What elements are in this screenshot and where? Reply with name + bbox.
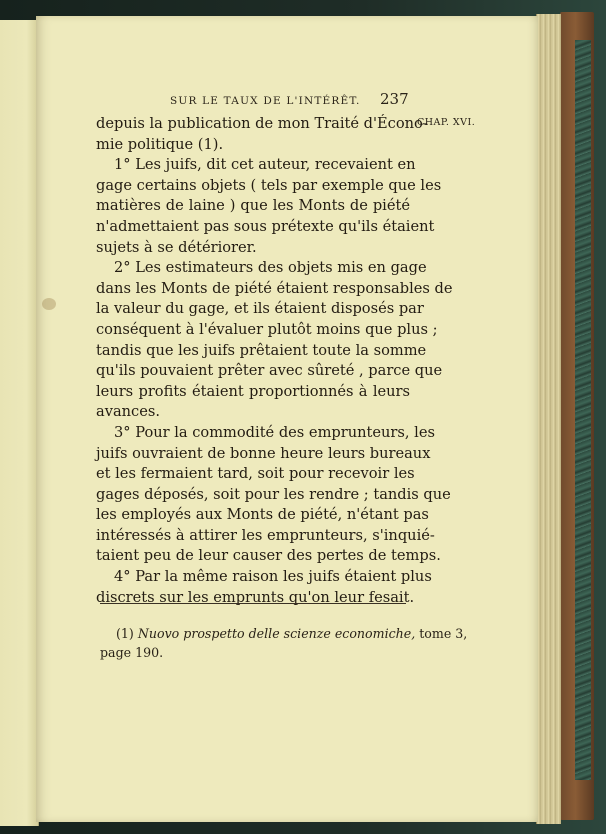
text-line: intéressés à attirer les emprunteurs, s'inquié- <box>96 526 435 544</box>
text-line: leurs profits étaient proportionnés à leurs <box>96 382 410 400</box>
text-line: mie politique (1). <box>96 135 224 153</box>
footnote-rule <box>100 603 406 604</box>
page-number: 237 <box>380 90 409 108</box>
left-page-edge <box>0 20 39 826</box>
text-line: sujets à se détériorer. <box>96 238 257 256</box>
chapter-label: CHAP. XVI. <box>417 117 476 128</box>
text-line: 2° Les estimateurs des objets mis en gage <box>114 259 427 277</box>
text-line: gages déposés, soit pour les rendre ; tandis que <box>96 485 451 503</box>
text-line: n'admettaient pas sous prétexte qu'ils étaient <box>96 217 435 235</box>
text-line: gage certains objets ( tels par exemple que les <box>96 176 442 194</box>
text-line: 4° Par la même raison les juifs étaient plus <box>114 568 432 586</box>
running-title: SUR LE TAUX DE L'INTÉRÊT. <box>170 95 361 107</box>
cover-marbling <box>575 40 591 780</box>
text-line: conséquent à l'évaluer plutôt moins que plus ; <box>96 320 438 338</box>
text-line: discrets sur les emprunts qu'on leur fesait. <box>96 588 415 606</box>
text-line: qu'ils pouvaient prêter avec sûreté , parce que <box>96 362 443 380</box>
text-line: 3° Pour la commodité des emprunteurs, les <box>114 423 435 441</box>
footnote-line-1 <box>100 624 468 643</box>
text-line: 1° Les juifs, dit cet auteur, recevaient en <box>114 156 416 174</box>
text-line: la valeur du gage, et ils étaient disposés par <box>96 300 424 318</box>
page-header <box>170 90 410 112</box>
footnote-line-2: page 190. <box>100 645 164 660</box>
text-line: dans les Monts de piété étaient responsables de <box>96 279 453 297</box>
page-edges <box>536 14 561 824</box>
footnote-title: Nuovo prospetto delle scienze economiche, <box>137 626 416 641</box>
footnote-volume: tome 3, <box>419 626 468 641</box>
text-line: avances. <box>96 403 160 421</box>
footnote <box>100 624 468 662</box>
text-line: et les fermaient tard, soit pour recevoir les <box>96 465 415 483</box>
footnote-marker: (1) <box>116 626 134 641</box>
foxing-spot <box>42 298 56 310</box>
text-line: depuis la publication de mon Traité d'Écono- <box>96 115 428 132</box>
text-line: juifs ouvraient de bonne heure leurs bureaux <box>96 444 431 462</box>
text-line: taient peu de leur causer des pertes de temps. <box>96 547 441 565</box>
text-line: les employés aux Monts de piété, n'étant pas <box>96 506 429 524</box>
text-line: matières de laine ) que les Monts de piété <box>96 197 410 215</box>
text-line: tandis que les juifs prêtaient toute la somme <box>96 341 427 359</box>
